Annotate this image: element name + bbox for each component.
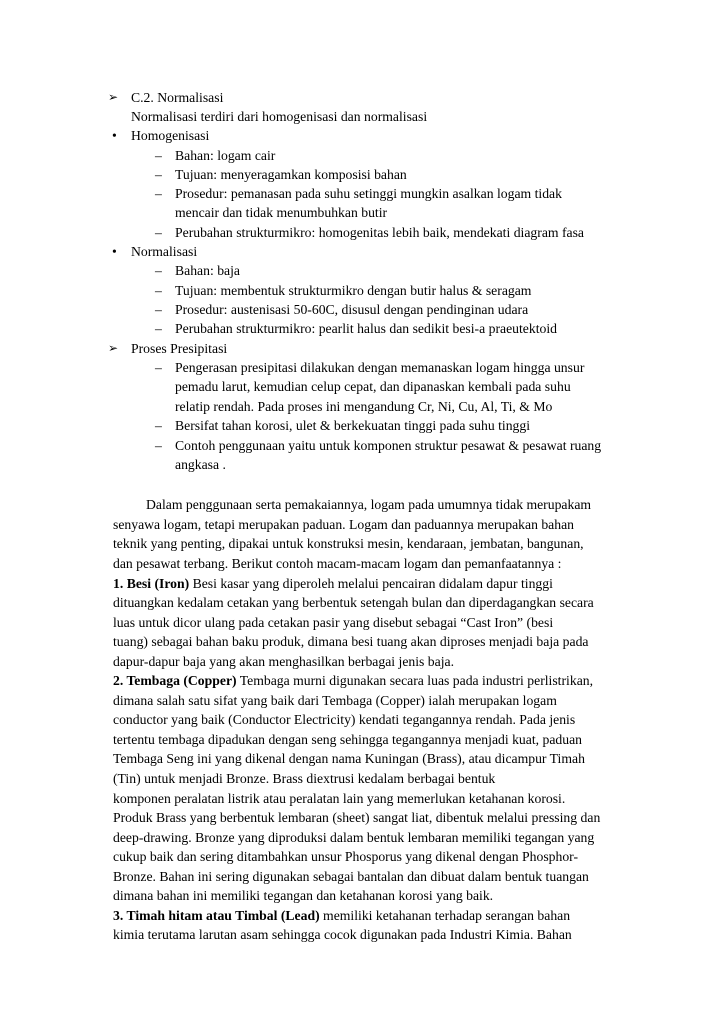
list-item-continued: angkasa .	[175, 457, 226, 472]
section-intro: Normalisasi terdiri dari homogenisasi dan normalisasi	[131, 109, 428, 124]
paragraph-line	[113, 574, 553, 593]
section-heading: Proses Presipitasi	[131, 341, 228, 356]
paragraph-line: dimana bahan ini memiliki tegangan dan ketahanan korosi yang baik.	[113, 888, 494, 903]
dash-bullet-icon: –	[155, 302, 162, 317]
term-description: Tembaga murni digunakan secara luas pada industri perlistrikan,	[236, 673, 594, 688]
list-item: Bahan: baja	[175, 263, 240, 278]
paragraph-line: dituangkan kedalam cetakan yang berbentuk setengah bulan dan diperdagangkan secara	[113, 595, 594, 610]
dash-bullet-icon: –	[155, 225, 162, 240]
bullet-normalisasi: Normalisasi	[131, 244, 198, 259]
paragraph-line	[113, 671, 593, 690]
dash-bullet-icon: –	[155, 321, 162, 336]
dash-bullet-icon: –	[155, 186, 162, 201]
dash-bullet-icon: –	[155, 167, 162, 182]
paragraph-line: dapur-dapur baja yang akan menghasilkan berbagai jenis baja.	[113, 654, 455, 669]
term-description: memiliki ketahanan terhadap serangan bahan	[319, 908, 571, 923]
section-heading: C.2. Normalisasi	[131, 90, 224, 105]
paragraph-line: dan pesawat terbang. Berikut contoh macam-macam logam dan pemanfaatannya :	[113, 556, 562, 571]
dash-bullet-icon: –	[155, 418, 162, 433]
term-tembaga: 2. Tembaga (Copper)	[113, 673, 237, 688]
list-item: Contoh penggunaan yaitu untuk komponen struktur pesawat & pesawat ruang	[175, 438, 602, 453]
arrow-bullet-icon: ➢	[108, 90, 119, 104]
list-item: Tujuan: menyeragamkan komposisi bahan	[175, 167, 407, 182]
paragraph-line: senyawa logam, tetapi merupakan paduan. Logam dan paduannya merupakan bahan	[113, 517, 575, 532]
paragraph-line: dimana salah satu sifat yang baik dari Tembaga (Copper) ialah merupakan logam	[113, 693, 557, 708]
term-description: Besi kasar yang diperoleh melalui pencairan didalam dapur tinggi	[189, 576, 553, 591]
paragraph-line: komponen peralatan listrik atau peralatan lain yang memerlukan ketahanan korosi.	[113, 791, 566, 806]
dash-bullet-icon: –	[155, 263, 162, 278]
paragraph-line: Bronze. Bahan ini sering digunakan sebagai bantalan dan dibuat dalam bentuk tuangan	[113, 869, 589, 884]
term-timah: 3. Timah hitam atau Timbal (Lead)	[113, 908, 320, 923]
bullet-homogenisasi: Homogenisasi	[131, 128, 210, 143]
paragraph-line: cukup baik dan sering ditambahkan unsur Phosporus yang dikenal dengan Phosphor-	[113, 849, 579, 864]
list-item-continued: pemadu larut, kemudian celup cepat, dan dipanaskan kembali pada suhu	[175, 379, 571, 394]
paragraph-line: luas untuk dicor ulang pada cetakan pasir yang disebut sebagai “Cast Iron” (besi	[113, 615, 554, 630]
list-item: Bahan: logam cair	[175, 148, 276, 163]
dash-bullet-icon: –	[155, 148, 162, 163]
paragraph-line: Tembaga Seng ini yang dikenal dengan nama Kuningan (Brass), atau dicampur Timah	[113, 751, 585, 766]
paragraph-line: teknik yang penting, dipakai untuk konstruksi mesin, kendaraan, jembatan, bangunan,	[113, 536, 584, 551]
list-item-continued: relatip rendah. Pada proses ini mengandung Cr, Ni, Cu, Al, Ti, & Mo	[175, 399, 553, 414]
paragraph-line: Produk Brass yang berbentuk lembaran (sheet) sangat liat, dibentuk melalui pressing dan	[113, 810, 601, 825]
dash-bullet-icon: –	[155, 438, 162, 453]
arrow-bullet-icon: ➢	[108, 341, 119, 355]
paragraph-line: (Tin) untuk menjadi Bronze. Brass diextrusi kedalam berbagai bentuk	[113, 771, 496, 786]
list-item: Prosedur: pemanasan pada suhu setinggi mungkin asalkan logam tidak	[175, 186, 562, 201]
list-item: Pengerasan presipitasi dilakukan dengan memanaskan logam hingga unsur	[175, 360, 585, 375]
list-item: Bersifat tahan korosi, ulet & berkekuatan tinggi pada suhu tinggi	[175, 418, 531, 433]
paragraph-line: kimia terutama larutan asam sehingga cocok digunakan pada Industri Kimia. Bahan	[113, 927, 572, 942]
dash-bullet-icon: –	[155, 283, 162, 298]
paragraph-line: deep-drawing. Bronze yang diproduksi dalam bentuk lembaran memiliki tegangan yang	[113, 830, 595, 845]
list-item-continued: mencair dan tidak menumbuhkan butir	[175, 205, 388, 220]
list-item: Prosedur: austenisasi 50-60C, disusul dengan pendinginan udara	[175, 302, 529, 317]
term-besi: 1. Besi (Iron)	[113, 576, 190, 591]
paragraph-line: tertentu tembaga dipadukan dengan seng sehingga tegangannya menjadi kuat, paduan	[113, 732, 583, 747]
list-item: Perubahan strukturmikro: homogenitas lebih baik, mendekati diagram fasa	[175, 225, 584, 240]
dot-bullet-icon: •	[112, 244, 117, 259]
list-item: Tujuan: membentuk strukturmikro dengan butir halus & seragam	[175, 283, 532, 298]
paragraph-line: tuang) sebagai bahan baku produk, dimana besi tuang akan diproses menjadi baja pada	[113, 634, 589, 649]
paragraph-line	[113, 906, 570, 925]
list-item: Perubahan strukturmikro: pearlit halus dan sedikit besi-a praeutektoid	[175, 321, 558, 336]
paragraph-line: conductor yang baik (Conductor Electricity) kendati tegangannya rendah. Pada jenis	[113, 712, 576, 727]
paragraph-line: Dalam penggunaan serta pemakaiannya, logam pada umumnya tidak merupakam	[146, 497, 592, 512]
dot-bullet-icon: •	[112, 128, 117, 143]
dash-bullet-icon: –	[155, 360, 162, 375]
